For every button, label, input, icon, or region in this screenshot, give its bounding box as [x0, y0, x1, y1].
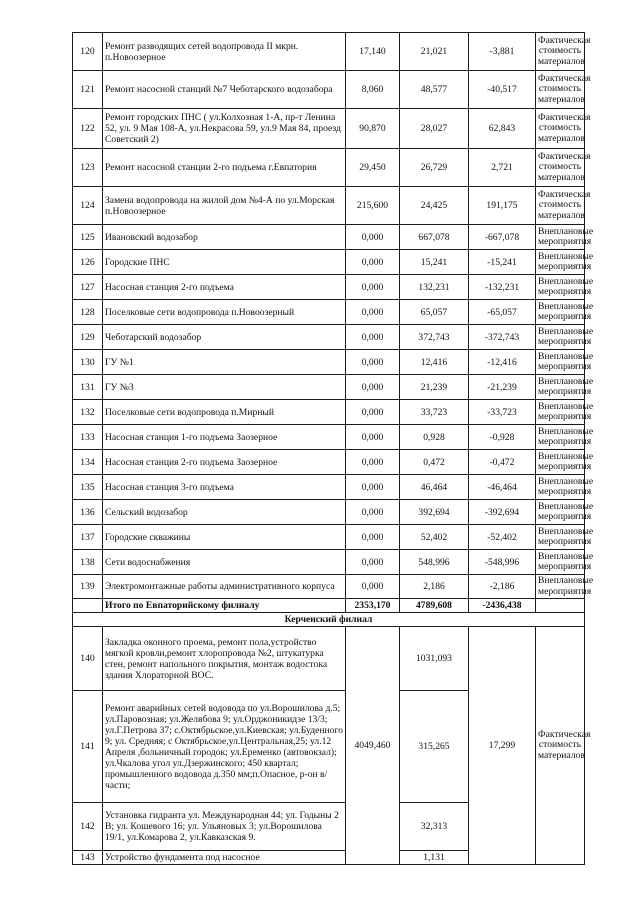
branch-title: Керченский филиал: [73, 613, 585, 627]
row-number: 130: [73, 350, 103, 375]
row-number: 142: [73, 803, 103, 851]
row-note: Внеплановые мероприятия: [536, 500, 585, 525]
plan-value: 17,140: [346, 33, 400, 71]
plan-value: 0,000: [346, 575, 400, 599]
plan-value: 0,000: [346, 450, 400, 475]
work-name: Насосная станция 1-го подъема Заозерное: [103, 425, 346, 450]
work-name: Ремонт аварийных сетей водовода по ул.Ворошилова д.5; ул.Паровозная; ул.Желябова 9; ул.Орджоникидзе 13/3; ул.Г.Петрова 37; с.Октябрьское,ул.Киевская; ул.Буденного 9; ул. Средняя; с Октябрьское,ул.Центральная,25; ул.12 Апреля ,больничный городок; ул.Еременко (автовокзал); ул.Чкалова угол ул.Дзержинского; 450 квартал; промышленного водовода д.350 мм;п.Опасное, р-он в/части;: [103, 691, 346, 803]
fact-value: 65,057: [400, 300, 469, 325]
branch-header-row: [73, 613, 585, 627]
diff-value: -0,472: [469, 450, 536, 475]
kerch-plan-value: 4049,460: [346, 627, 400, 865]
row-number: 127: [73, 275, 103, 300]
diff-value: -15,241: [469, 250, 536, 275]
plan-value: 0,000: [346, 350, 400, 375]
fact-value: 46,464: [400, 475, 469, 500]
table-row: [73, 71, 585, 109]
diff-value: -12,416: [469, 350, 536, 375]
fact-value: 52,402: [400, 525, 469, 550]
work-name: Городские скважины: [103, 525, 346, 550]
table-row: [73, 375, 585, 400]
work-name: Поселковые сети водопровода п.Новоозерный: [103, 300, 346, 325]
fact-value: 32,313: [400, 803, 469, 851]
table-row: [73, 525, 585, 550]
row-note: Внеплановые мероприятия: [536, 550, 585, 575]
table-row: [73, 325, 585, 350]
fact-value: 24,425: [400, 187, 469, 225]
row-number: 132: [73, 400, 103, 425]
row-note: Внеплановые мероприятия: [536, 375, 585, 400]
total-fact: 4789,608: [400, 599, 469, 613]
row-number: 131: [73, 375, 103, 400]
row-note: Фактическая стоимость материалов: [536, 71, 585, 109]
table-row: [73, 275, 585, 300]
plan-value: 0,000: [346, 275, 400, 300]
work-name: ГУ №3: [103, 375, 346, 400]
work-name: Ремонт насосной станций №7 Чеботарского водозабора: [103, 71, 346, 109]
row-note: Внеплановые мероприятия: [536, 575, 585, 599]
diff-value: -392,694: [469, 500, 536, 525]
table-row: [73, 475, 585, 500]
row-number: 122: [73, 109, 103, 149]
work-name: Электромонтажные работы административного корпуса: [103, 575, 346, 599]
diff-value: -52,402: [469, 525, 536, 550]
diff-value: -46,464: [469, 475, 536, 500]
row-number: 139: [73, 575, 103, 599]
plan-value: 29,450: [346, 149, 400, 187]
works-table-body: [73, 33, 594, 865]
fact-value: 26,729: [400, 149, 469, 187]
plan-value: 0,000: [346, 425, 400, 450]
row-number: 137: [73, 525, 103, 550]
kerch-diff-value: 17,299: [469, 627, 536, 865]
work-name: Устройство фундамента под насосное: [103, 851, 346, 865]
row-number: 126: [73, 250, 103, 275]
work-name: Ремонт насосной станции 2-го подъема г.Евпатория: [103, 149, 346, 187]
diff-value: -33,723: [469, 400, 536, 425]
table-row: [73, 350, 585, 375]
row-note: Внеплановые мероприятия: [536, 300, 585, 325]
plan-value: 0,000: [346, 525, 400, 550]
plan-value: 0,000: [346, 300, 400, 325]
row-number: 123: [73, 149, 103, 187]
work-name: Ивановский водозабор: [103, 225, 346, 250]
fact-value: 315,265: [400, 691, 469, 803]
diff-value: -40,517: [469, 71, 536, 109]
row-note: Фактическая стоимость материалов: [536, 149, 585, 187]
fact-value: 21,239: [400, 375, 469, 400]
row-number: 129: [73, 325, 103, 350]
total-note-cell: [536, 599, 585, 613]
work-name: Чеботарский водозабор: [103, 325, 346, 350]
row-number: 140: [73, 627, 103, 691]
diff-value: -2,186: [469, 575, 536, 599]
work-name: Городские ПНС: [103, 250, 346, 275]
table-row: [73, 400, 585, 425]
table-row: [73, 627, 585, 691]
work-name: Сети водоснабжения: [103, 550, 346, 575]
row-note: Внеплановые мероприятия: [536, 250, 585, 275]
row-note: Внеплановые мероприятия: [536, 350, 585, 375]
work-name: Закладка оконного проема, ремонт пола,устройство мягкой кровли,ремонт хлоропровода №2, штукатурка стен, ремонт напольного покрытия, монтаж водостока здания Хлораторной ВОС.: [103, 627, 346, 691]
plan-value: 90,870: [346, 109, 400, 149]
work-name: Замена водопровода на жилой дом №4-А по ул.Морская п.Новоозерное: [103, 187, 346, 225]
work-name: Ремонт городских ПНС ( ул.Колхозная 1-А, пр-т Ленина 52, ул. 9 Мая 108-А, ул.Некрасова 59, ул.9 Мая 84, проезд Советский 2): [103, 109, 346, 149]
table-row: [73, 33, 585, 71]
row-note: Фактическая стоимость материалов: [536, 109, 585, 149]
total-row: [73, 599, 585, 613]
work-name: Насосная станция 2-го подъема: [103, 275, 346, 300]
table-row: [73, 250, 585, 275]
fact-value: 372,743: [400, 325, 469, 350]
diff-value: 2,721: [469, 149, 536, 187]
diff-value: -65,057: [469, 300, 536, 325]
row-number: 120: [73, 33, 103, 71]
row-note: Фактическая стоимость материалов: [536, 33, 585, 71]
table-row: [73, 575, 585, 599]
plan-value: 0,000: [346, 500, 400, 525]
row-note: Фактическая стоимость материалов: [536, 187, 585, 225]
diff-value: -21,239: [469, 375, 536, 400]
plan-value: 0,000: [346, 475, 400, 500]
table-row: [73, 500, 585, 525]
table-row: [73, 425, 585, 450]
row-number: 141: [73, 691, 103, 803]
fact-value: 0,472: [400, 450, 469, 475]
plan-value: 0,000: [346, 400, 400, 425]
table-row: [73, 109, 585, 149]
fact-value: 48,577: [400, 71, 469, 109]
plan-value: 8,060: [346, 71, 400, 109]
row-number: 133: [73, 425, 103, 450]
fact-value: 667,078: [400, 225, 469, 250]
total-diff: -2436,438: [469, 599, 536, 613]
table-row: [73, 550, 585, 575]
table-row: [73, 225, 585, 250]
fact-value: 15,241: [400, 250, 469, 275]
row-note: Внеплановые мероприятия: [536, 425, 585, 450]
fact-value: 28,027: [400, 109, 469, 149]
table-row: [73, 450, 585, 475]
fact-value: 2,186: [400, 575, 469, 599]
row-number: 135: [73, 475, 103, 500]
total-label: Итого по Евпаторийскому филиалу: [103, 599, 346, 613]
work-name: Установка гидранта ул. Международная 44; ул. Годыны 2 В; ул. Кошевого 16; ул. Ульяновых 3; ул.Ворошилова 19/1, ул.Комарова 2, ул.Кавказская 9.: [103, 803, 346, 851]
fact-value: 12,416: [400, 350, 469, 375]
plan-value: 0,000: [346, 550, 400, 575]
row-note: Внеплановые мероприятия: [536, 475, 585, 500]
diff-value: -132,231: [469, 275, 536, 300]
work-name: ГУ №1: [103, 350, 346, 375]
row-note: Внеплановые мероприятия: [536, 400, 585, 425]
fact-value: 132,231: [400, 275, 469, 300]
works-table: [72, 32, 594, 865]
diff-value: -372,743: [469, 325, 536, 350]
diff-value: 62,843: [469, 109, 536, 149]
plan-value: 0,000: [346, 225, 400, 250]
row-note: Внеплановые мероприятия: [536, 525, 585, 550]
fact-value: 392,694: [400, 500, 469, 525]
fact-value: 33,723: [400, 400, 469, 425]
row-number: 143: [73, 851, 103, 865]
fact-value: 21,021: [400, 33, 469, 71]
row-number: 124: [73, 187, 103, 225]
work-name: Сельский водозабор: [103, 500, 346, 525]
row-note: Внеплановые мероприятия: [536, 225, 585, 250]
row-number: 128: [73, 300, 103, 325]
diff-value: -667,078: [469, 225, 536, 250]
row-note: Внеплановые мероприятия: [536, 450, 585, 475]
total-plan: 2353,170: [346, 599, 400, 613]
fact-value: 1031,093: [400, 627, 469, 691]
fact-value: 0,928: [400, 425, 469, 450]
total-number-cell: [73, 599, 103, 613]
diff-value: -3,881: [469, 33, 536, 71]
table-row: [73, 149, 585, 187]
plan-value: 215,600: [346, 187, 400, 225]
table-row: [73, 300, 585, 325]
document-page: [72, 32, 594, 865]
work-name: Ремонт разводящих сетей водопровода II мкрн. п.Новоозерное: [103, 33, 346, 71]
row-number: 121: [73, 71, 103, 109]
row-number: 136: [73, 500, 103, 525]
row-number: 134: [73, 450, 103, 475]
work-name: Насосная станция 2-го подъема Заозерное: [103, 450, 346, 475]
fact-value: 1,131: [400, 851, 469, 865]
row-number: 138: [73, 550, 103, 575]
plan-value: 0,000: [346, 250, 400, 275]
diff-value: -548,996: [469, 550, 536, 575]
table-row: [73, 187, 585, 225]
row-note: Внеплановые мероприятия: [536, 275, 585, 300]
kerch-note: Фактическая стоимость материалов: [536, 627, 585, 865]
fact-value: 548,996: [400, 550, 469, 575]
diff-value: -0,928: [469, 425, 536, 450]
row-note: Внеплановые мероприятия: [536, 325, 585, 350]
work-name: Поселковые сети водопровода п.Мирный: [103, 400, 346, 425]
row-number: 125: [73, 225, 103, 250]
diff-value: 191,175: [469, 187, 536, 225]
plan-value: 0,000: [346, 325, 400, 350]
work-name: Насосная станция 3-го подъема: [103, 475, 346, 500]
plan-value: 0,000: [346, 375, 400, 400]
